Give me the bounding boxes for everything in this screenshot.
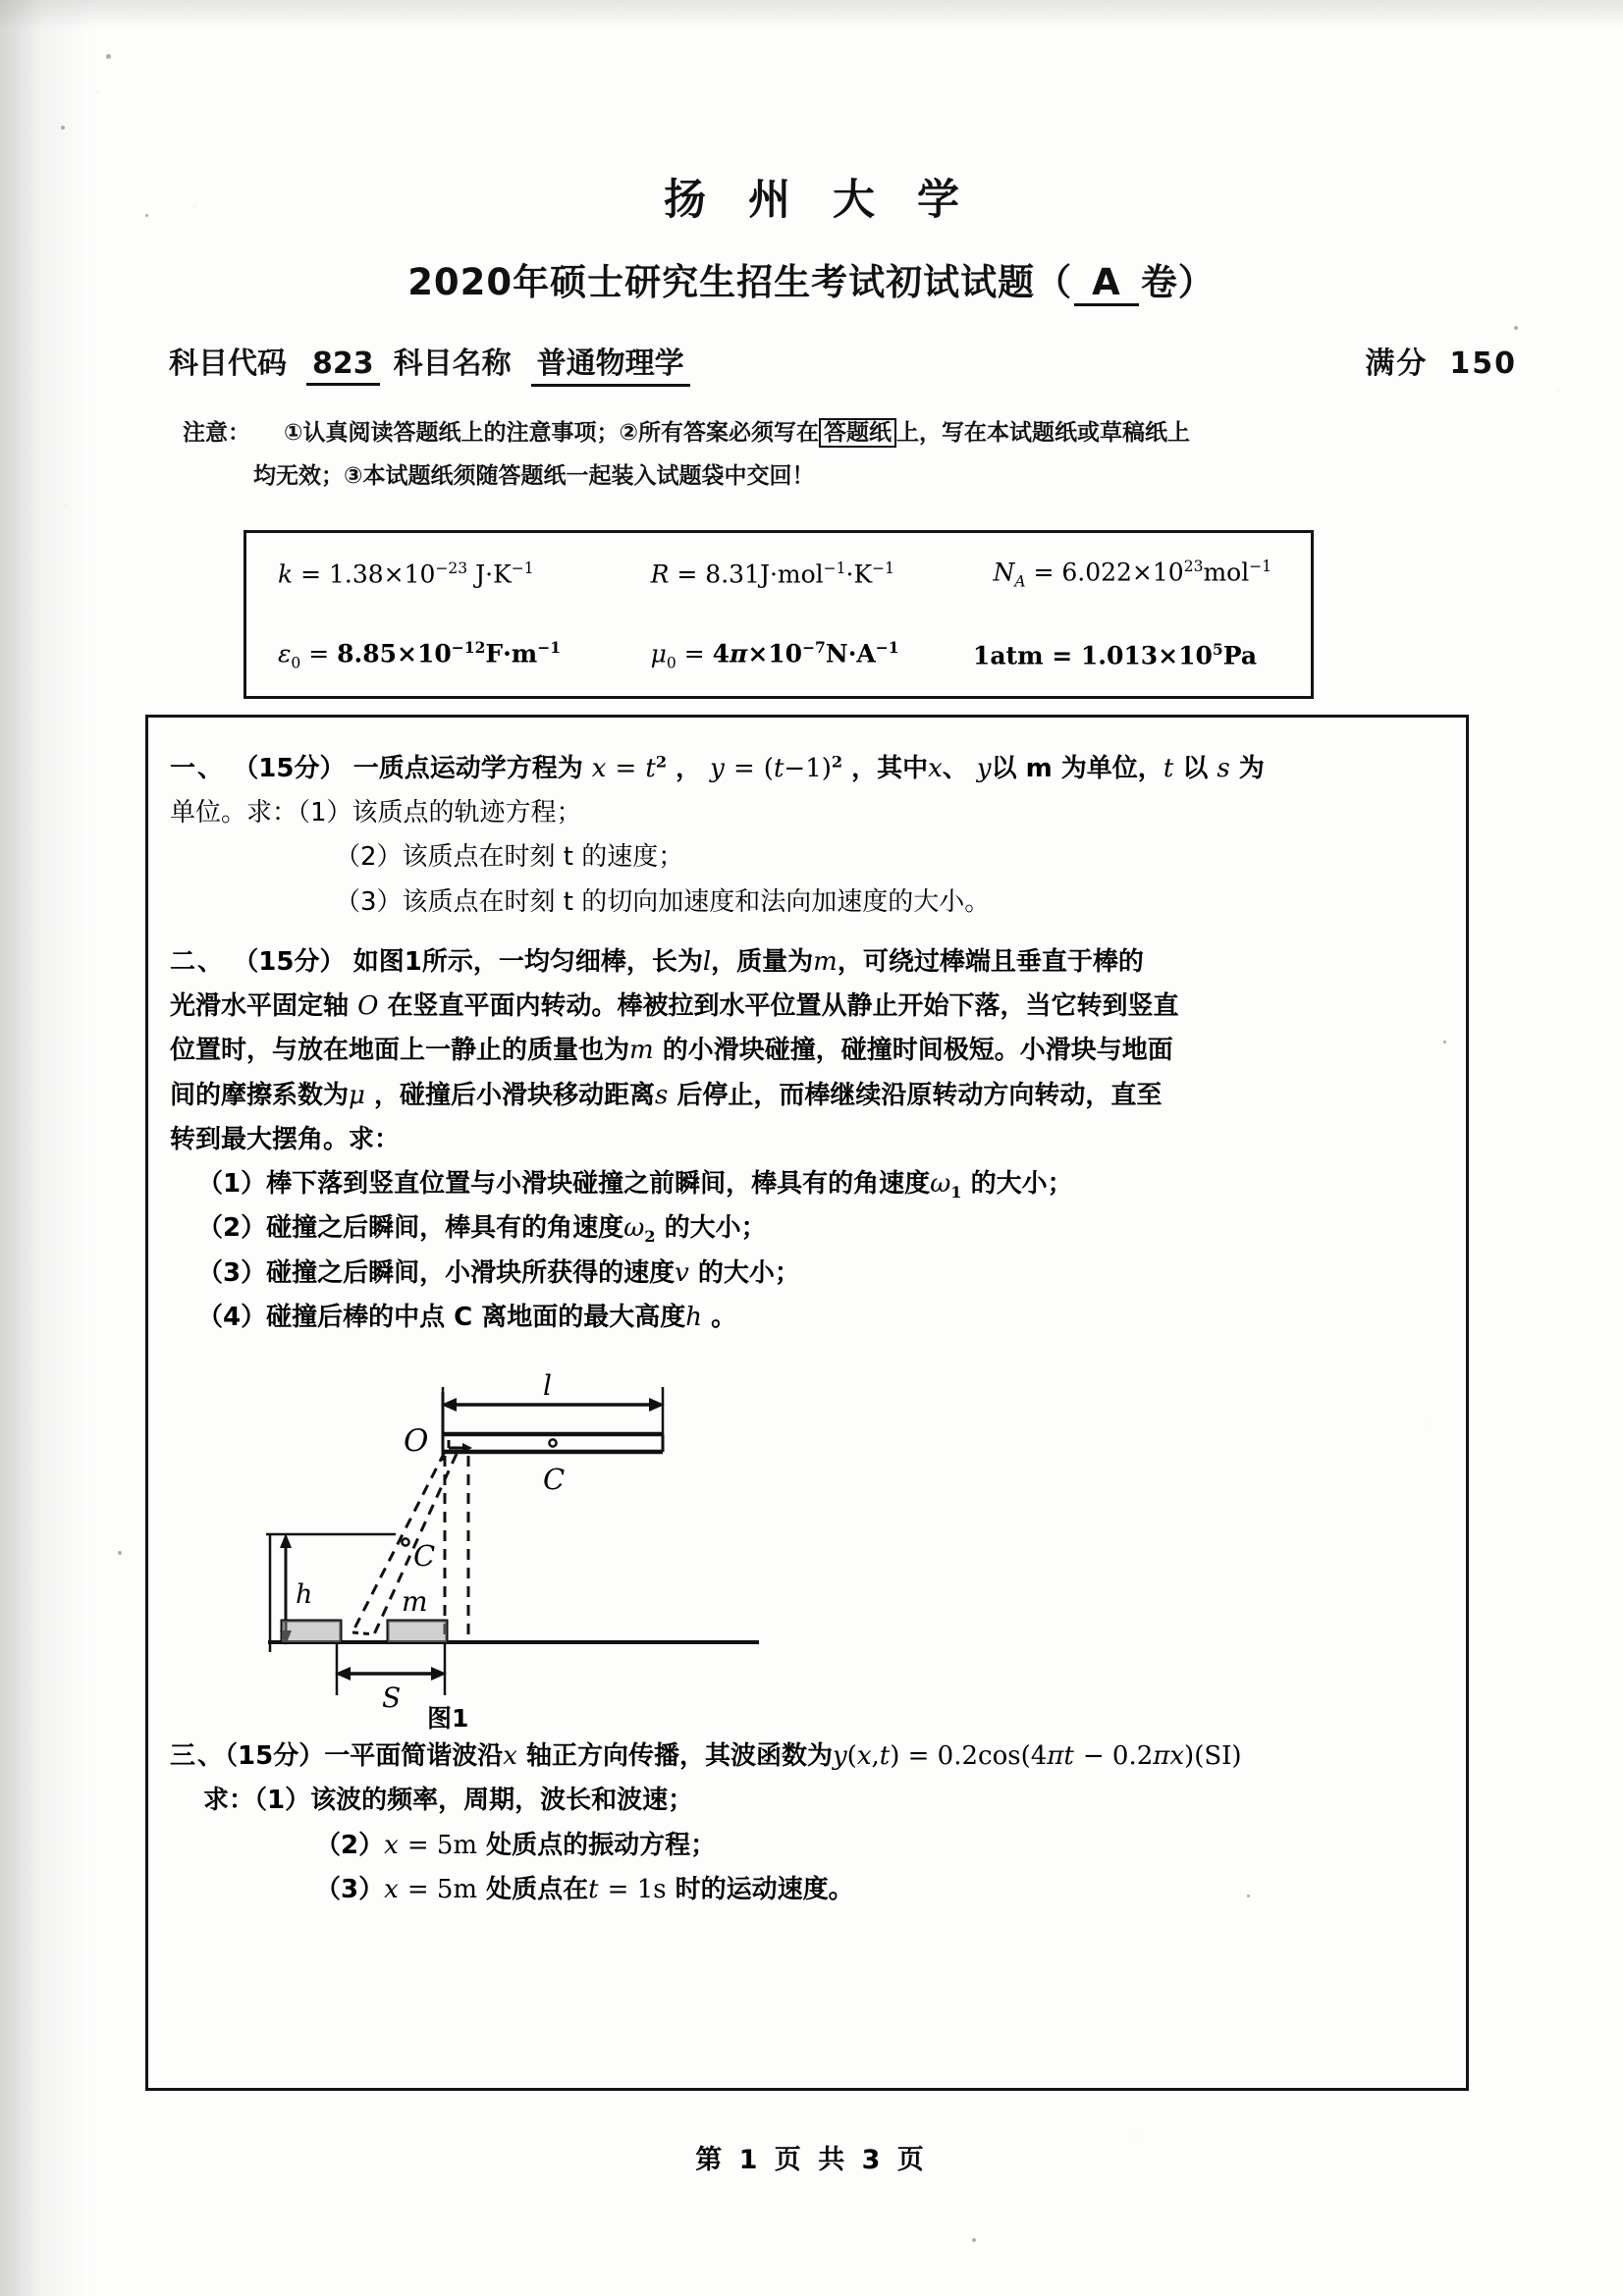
question-2-points: （15分） [233,946,346,977]
exam-title [0,252,1623,305]
constant-atmosphere: $1atm = 1.013\times 10^5Pa$ [972,640,1258,670]
subject-code-label: 科目代码 [169,347,287,381]
question-1-points: （15分） [233,754,346,783]
question-3-stem-text: 一平面简谐波沿x 轴正方向传播，其波函数为y(x,t) = 0.2cos(4πt − 0.2πx)(SI) [324,1741,1242,1772]
question-2-line-4: 间的摩擦系数为μ ，碰撞后小滑块移动距离s 后停止，而棒继续沿原转动方向转动，直至 [170,1080,1163,1110]
physical-constants-box [243,530,1314,699]
question-2-sub-4: （4）碰撞后棒的中点 C 离地面的最大高度h 。 [197,1302,737,1332]
constants-row-2 [246,614,1311,696]
university-title: 扬 州 大 学 [664,176,973,225]
subject-info-row [0,339,1623,387]
notice-boxed-term: 答题纸 [819,418,896,448]
question-3-number: 三、 [170,1741,226,1772]
question-1-stem-line-1 [170,747,1436,791]
figure-label-l: l [543,1369,552,1403]
question-1-sub-2: （2）该质点在时刻 t 的速度； [335,842,684,873]
question-2-line-1-text: 如图1所示，一均匀细棒，长为l，质量为m，可绕过棒端且垂直于棒的 [352,946,1144,977]
exam-title-prefix: 2020年硕士研究生招生考试初试试题（ [407,261,1073,303]
figure-1-rod-collision-diagram [209,1358,955,1711]
constant-permittivity: $\varepsilon_0 = 8.85\times 10^{-12}F\cdot m^{-1}$ [278,638,562,672]
figure-label-C: C [543,1463,566,1497]
question-2-sub-1: （1）棒下落到竖直位置与小滑块碰撞之前瞬间，棒具有的角速度$\omega_1$ 的大小； [197,1169,1073,1202]
question-3 [170,1735,1436,1912]
question-2-sub-2: （2）碰撞之后瞬间，棒具有的角速度$\omega_2$ 的大小； [197,1213,767,1247]
subject-name-label: 科目名称 [393,347,512,381]
page-footer: 第 1 页 共 3 页 [695,2145,928,2175]
question-2-line-3: 位置时，与放在地面上一静止的质量也为m 的小滑块碰撞，碰撞时间极短。小滑块与地面 [170,1036,1173,1066]
question-3-stem-line [170,1735,1436,1779]
figure-label-S: S [382,1682,402,1712]
figure-label-h: h [296,1579,313,1611]
constant-permeability: $\mu_0 = 4\pi\times 10^{-7}N\cdot A^{-1}$ [650,638,899,672]
subject-code-value: 823 [306,347,380,386]
question-1-number: 一、 [170,754,226,783]
question-1-stem-text: 一质点运动学方程为 $x = t^2$ ， $y = (t-1)^2$ ，其中x、 y以 m 为单位，t 以 s 为 [352,752,1265,783]
questions-body-box [145,715,1469,2091]
question-2-line-5: 转到最大摆角。求： [170,1124,401,1154]
notice-block [0,412,1623,498]
question-2-line-2: 光滑水平固定轴 O 在竖直平面内转动。棒被拉到水平位置从静止开始下落，当它转到竖直 [170,991,1179,1022]
full-score-value: 150 [1449,347,1517,381]
question-3-points: （15分） [225,1741,325,1772]
notice-line1-part-b: 上，写在本试题纸或草稿纸上 [895,420,1190,446]
notice-label: 注意： [183,420,250,446]
rod-midpoint-marker [549,1439,556,1446]
question-2-stem-line-1 [170,940,1436,985]
question-3-sub-3: （3）x = 5m 处质点在t = 1s 时的运动速度。 [315,1874,854,1904]
paper-set-value: A [1074,261,1139,306]
question-1-stem-line-2: 单位。求：（1）该质点的轨迹方程； [170,798,582,828]
question-3-sub-1: 求：（1）该波的频率，周期，波长和波速； [203,1786,694,1816]
question-1 [170,747,1436,925]
subject-name-value: 普通物理学 [531,339,690,387]
figure-1-caption: 图1 [427,1704,469,1734]
question-2 [170,940,1436,1734]
question-1-sub-3: （3）该质点在时刻 t 的切向加速度和法向加速度的大小。 [335,886,991,917]
full-score-label: 满分 [1365,347,1429,381]
notice-line1-part-a: ①认真阅读答题纸上的注意事项；②所有答案必须写在 [284,420,819,446]
figure-label-C-dashed: C [413,1539,436,1574]
block-m-final-hatch [282,1621,341,1642]
figure-1-container [170,1358,1436,1734]
scan-speck [972,2238,976,2242]
dashed-rod-midpoint-marker [402,1538,408,1545]
question-3-sub-2: （2）x = 5m 处质点的振动方程； [315,1830,717,1860]
notice-line-2: 均无效；③本试题纸须随答题纸一起装入试题袋中交回！ [253,462,815,489]
constants-row-1 [246,533,1311,614]
notice-line-1 [183,412,1544,455]
question-2-number: 二、 [170,946,226,977]
scan-speck [118,1551,122,1555]
constant-gas: $R = 8.31J\cdot mol^{-1}\cdot K^{-1}$ [650,559,895,589]
rod-dashed-end-cap [352,1632,374,1634]
exam-title-suffix: 卷） [1140,261,1216,303]
constant-avogadro: $N_A = 6.022\times 10^{23}mol^{-1}$ [993,557,1272,591]
block-m-initial-hatch [388,1621,447,1642]
figure-label-O: O [404,1423,429,1460]
constant-boltzmann: $k = 1.38\times 10^{-23}$ $J\cdot K^{-1}$ [278,559,534,589]
question-2-sub-3: （3）碰撞之后瞬间，小滑块所获得的速度v 的大小； [197,1257,800,1288]
figure-label-m: m [402,1585,428,1619]
